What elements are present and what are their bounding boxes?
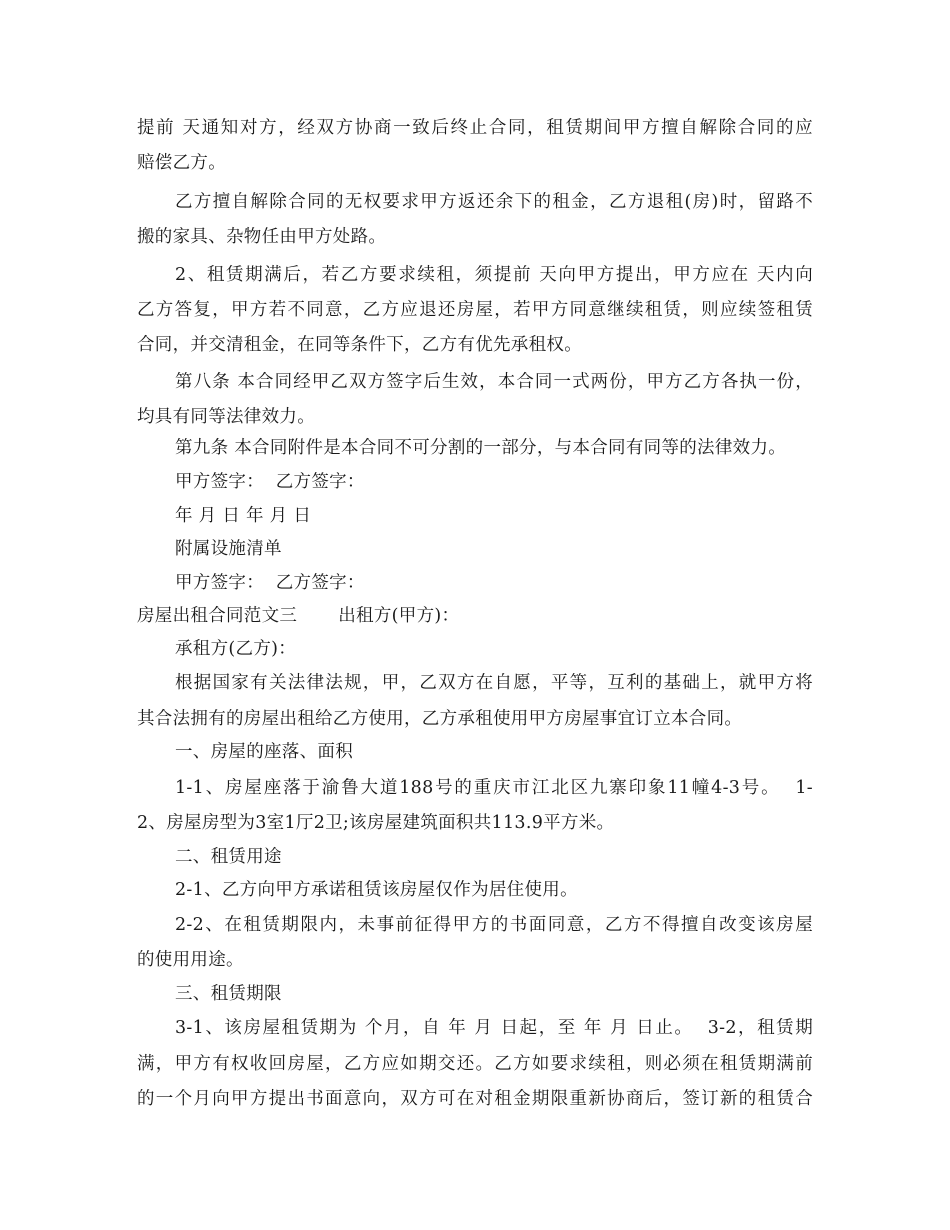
document-title: 房屋出租合同范文三 出租方(甲方)： (137, 606, 460, 626)
paragraph-line: 乙方擅自解除合同的无权要求甲方返还余下的租金，乙方退租(房)时，留路不 (175, 192, 813, 212)
paragraph-line: 赔偿乙方。 (137, 153, 226, 173)
paragraph-line: 2、租赁期满后，若乙方要求续租，须提前 天向甲方提出，甲方应在 天内向 (175, 265, 813, 285)
paragraph-line: 搬的家具、杂物任由甲方处路。 (137, 227, 387, 247)
paragraph-line: 3-1、该房屋租赁期为 个月，自 年 月 日起，至 年 月 日止。 3-2，租赁期 (175, 1018, 813, 1038)
section-heading: 一、房屋的座落、面积 (175, 742, 353, 762)
paragraph-line: 的使用用途。 (137, 950, 244, 970)
signature-line: 甲方签字： 乙方签字： (175, 472, 365, 492)
paragraph-line: 乙方答复，甲方若不同意，乙方应退还房屋，若甲方同意继续租赁，则应续签租赁 (137, 300, 813, 320)
section-heading: 三、租赁期限 (175, 984, 282, 1004)
paragraph-line: 第八条 本合同经甲乙双方签字后生效，本合同一式两份，甲方乙方各执一份， (175, 372, 813, 392)
signature-line: 甲方签字： 乙方签字： (175, 573, 365, 593)
paragraph-line: 2-1、乙方向甲方承诺租赁该房屋仅作为居住使用。 (175, 880, 578, 900)
paragraph-line: 2、房屋房型为3室1厅2卫;该房屋建筑面积共113.9平方米。 (137, 813, 615, 833)
section-heading: 二、租赁用途 (175, 847, 282, 867)
paragraph-line: 根据国家有关法律法规，甲，乙双方在自愿，平等，互利的基础上，就甲方将 (175, 673, 813, 693)
paragraph-line: 1-1、房屋座落于渝鲁大道188号的重庆市江北区九寨印象11幢4-3号。 1- (175, 778, 813, 798)
paragraph-line: 第九条 本合同附件是本合同不可分割的一部分，与本合同有同等的法律效力。 (175, 438, 787, 458)
paragraph-line: 均具有同等法律效力。 (137, 407, 315, 427)
paragraph-line: 满，甲方有权收回房屋，乙方应如期交还。乙方如要求续租，则必须在租赁期满前 (137, 1054, 813, 1074)
paragraph-line: 其合法拥有的房屋出租给乙方使用，乙方承租使用甲方房屋事宜订立本合同。 (137, 709, 743, 729)
party-line: 承租方(乙方)： (175, 639, 297, 659)
paragraph-line: 提前 天通知对方，经双方协商一致后终止合同，租赁期间甲方擅自解除合同的应 (137, 118, 813, 138)
paragraph-line: 的一个月向甲方提出书面意向，双方可在对租金期限重新协商后，签订新的租赁合 (137, 1089, 813, 1109)
section-heading: 附属设施清单 (175, 539, 282, 559)
paragraph-line: 2-2、在租赁期限内，未事前征得甲方的书面同意，乙方不得擅自改变该房屋 (175, 915, 813, 935)
date-line: 年 月 日 年 月 日 (175, 506, 312, 526)
paragraph-line: 合同，并交清租金，在同等条件下，乙方有优先承租权。 (137, 335, 582, 355)
